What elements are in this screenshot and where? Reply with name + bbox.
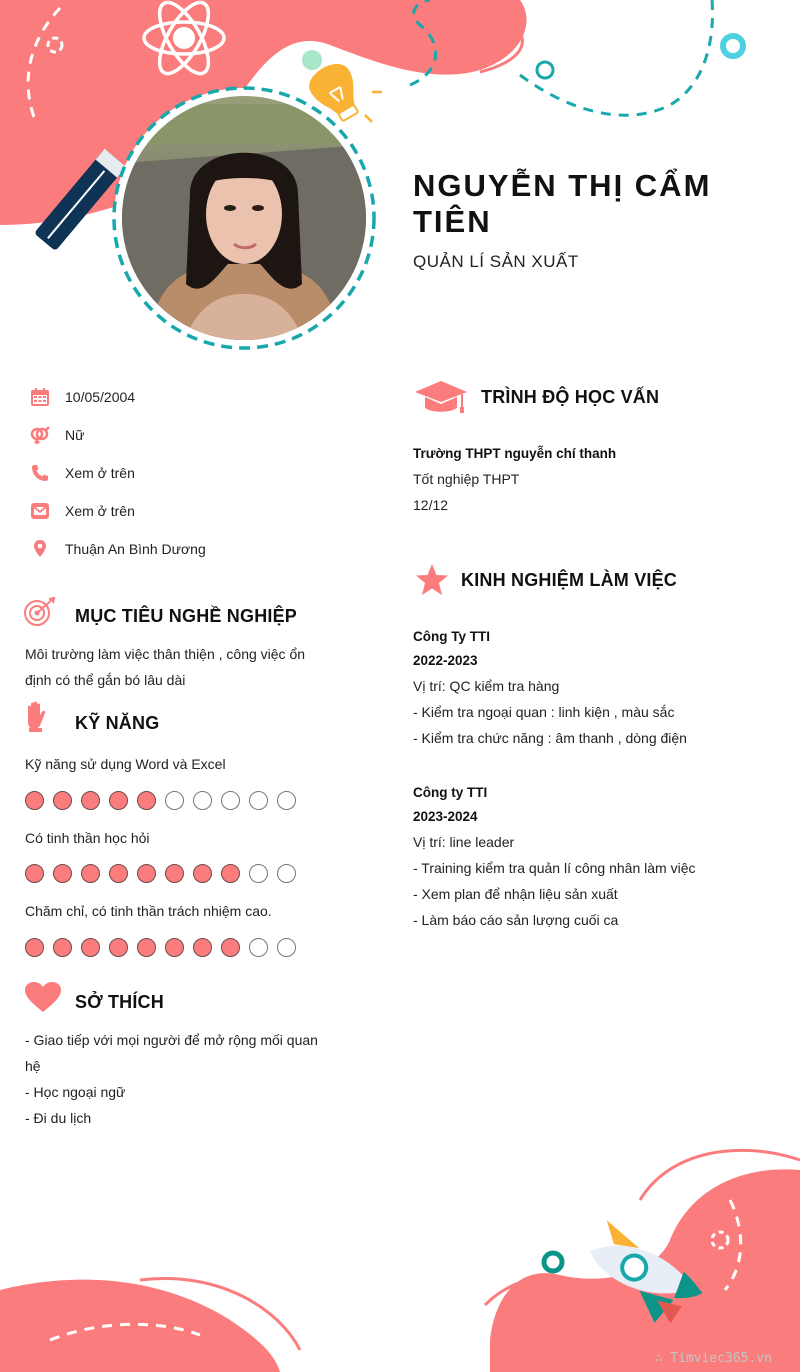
rating-dot-empty — [277, 791, 296, 810]
candidate-name: NGUYỄN THỊ CẨM TIÊN — [413, 168, 712, 239]
info-email — [30, 500, 135, 522]
rating-dot-filled — [193, 938, 212, 957]
lightbulb-dot — [302, 50, 322, 70]
objective-text — [25, 641, 325, 693]
gender-icon — [30, 425, 50, 445]
rating-dot-filled — [53, 791, 72, 810]
info-phone — [30, 462, 135, 484]
experience-title: KINH NGHIỆM LÀM VIỆC — [461, 570, 678, 590]
rating-dot-filled — [137, 938, 156, 957]
hobby-line: - Đi du lịch — [25, 1110, 92, 1126]
education-school: Trường THPT nguyễn chí thanh — [413, 446, 617, 461]
rating-dot-filled — [137, 791, 156, 810]
job-2-task: - Làm báo cáo sản lượng cuối ca — [413, 912, 619, 928]
education-grade: 12/12 — [413, 497, 449, 513]
job-1-company: Công Ty TTI — [413, 629, 490, 644]
rating-dot-filled — [109, 864, 128, 883]
teal-loop — [537, 62, 553, 78]
skills-title: KỸ NĂNG — [75, 713, 160, 733]
phone-icon — [30, 463, 50, 483]
job-2-period: 2023-2024 — [413, 809, 478, 824]
hobbies-title: SỞ THÍCH — [75, 992, 164, 1012]
job-2-company: Công ty TTI — [413, 785, 488, 800]
target-icon — [24, 596, 58, 628]
rating-dot-filled — [109, 938, 128, 957]
rating-dot-empty — [165, 791, 184, 810]
rating-dot-filled — [109, 791, 128, 810]
rating-dot-filled — [193, 864, 212, 883]
star-icon — [414, 563, 450, 597]
rating-dot-filled — [25, 938, 44, 957]
hobbies-list — [25, 1027, 325, 1131]
job-2-position: Vị trí: line leader — [413, 834, 515, 850]
rating-dot-filled — [81, 791, 100, 810]
job-title: QUẢN LÍ SẢN XUẤT — [413, 252, 579, 271]
skill-name-3: Chăm chỉ, có tinh thần trách nhiệm cao. — [25, 903, 272, 919]
location-value: Thuận An Bình Dương — [65, 541, 206, 557]
rating-dot-filled — [53, 938, 72, 957]
rating-dot-filled — [221, 938, 240, 957]
info-gender — [30, 424, 84, 446]
job-1-position: Vị trí: QC kiểm tra hàng — [413, 678, 560, 694]
rating-dot-empty — [277, 938, 296, 957]
skill-rating-3 — [25, 938, 296, 957]
birthdate-value: 10/05/2004 — [65, 389, 136, 405]
phone-value: Xem ở trên — [65, 465, 135, 481]
education-title: TRÌNH ĐỘ HỌC VẤN — [481, 387, 660, 407]
job-2-task: - Xem plan để nhận liệu sản xuất — [413, 886, 618, 902]
rating-dot-filled — [137, 864, 156, 883]
skill-name-2: Có tinh thần học hỏi — [25, 830, 150, 846]
hobby-line: - Học ngoại ngữ — [25, 1084, 126, 1100]
rating-dot-filled — [25, 864, 44, 883]
teal-ring — [723, 36, 743, 56]
gender-value: Nữ — [65, 427, 85, 443]
skill-rating-2 — [25, 864, 296, 883]
teal-dashed-curve-2 — [520, 0, 713, 115]
rating-dot-empty — [249, 864, 268, 883]
rating-dot-filled — [221, 864, 240, 883]
info-birthdate — [30, 386, 135, 408]
skill-rating-1 — [25, 791, 296, 810]
rating-dot-filled — [165, 938, 184, 957]
rating-dot-empty — [277, 864, 296, 883]
objective-title: MỤC TIÊU NGHỀ NGHIỆP — [75, 606, 298, 626]
objective-line: định có thể gắn bó lâu dài — [25, 672, 186, 688]
rating-dot-empty — [193, 791, 212, 810]
objective-line: Môi trường làm việc thân thiện , công việc ổn — [25, 646, 306, 662]
rating-dot-empty — [249, 938, 268, 957]
rocket-ring — [544, 1253, 562, 1271]
rating-dot-empty — [221, 791, 240, 810]
calendar-icon — [30, 387, 50, 407]
skill-name-1: Kỹ năng sử dụng Word và Excel — [25, 756, 226, 772]
hand-icon — [24, 701, 48, 733]
rating-dot-filled — [81, 938, 100, 957]
graduation-cap-icon — [414, 380, 468, 414]
location-icon — [30, 539, 50, 559]
job-1-task: - Kiểm tra ngoại quan : linh kiện , màu sắc — [413, 704, 675, 720]
job-2-task: - Training kiểm tra quản lí công nhân làm việc — [413, 860, 696, 876]
info-location — [30, 538, 206, 560]
job-1-task: - Kiểm tra chức năng : âm thanh , dòng điện — [413, 730, 687, 746]
profile-photo — [110, 84, 378, 352]
rating-dot-empty — [249, 791, 268, 810]
education-degree: Tốt nghiệp THPT — [413, 471, 520, 487]
heart-icon — [24, 981, 62, 1013]
rating-dot-filled — [25, 791, 44, 810]
hobby-line: - Giao tiếp với mọi người để mở rộng mối quan — [25, 1032, 318, 1048]
hobby-line: hệ — [25, 1058, 41, 1074]
email-icon — [30, 501, 50, 521]
job-1-period: 2022-2023 — [413, 653, 478, 668]
rating-dot-filled — [81, 864, 100, 883]
watermark: ∴ Timviec365.vn — [654, 1351, 772, 1366]
rating-dot-filled — [165, 864, 184, 883]
rating-dot-filled — [53, 864, 72, 883]
email-value: Xem ở trên — [65, 503, 135, 519]
